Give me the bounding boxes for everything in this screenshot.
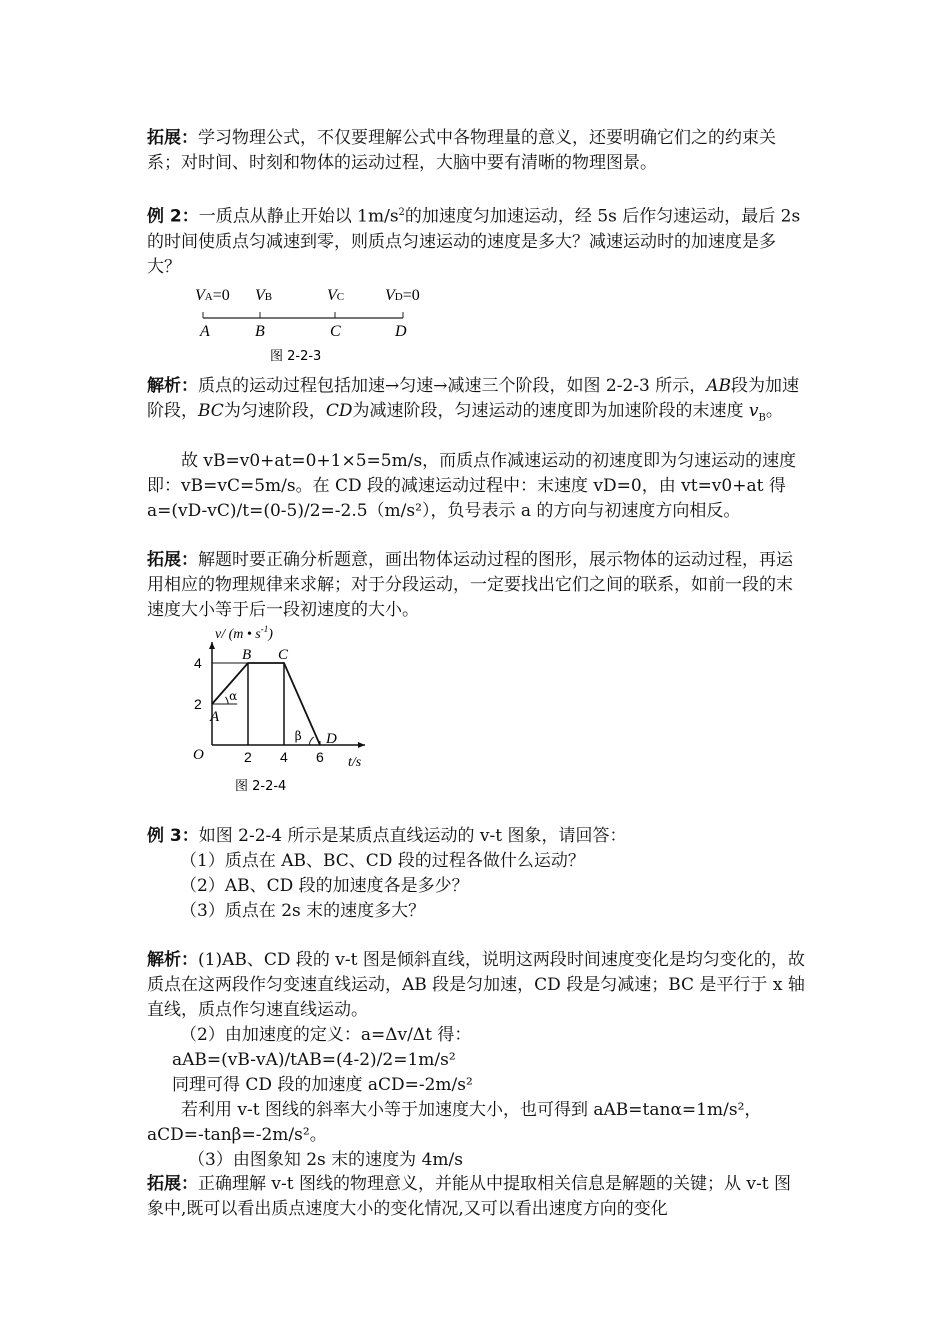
point-a: A	[200, 323, 210, 340]
solution-text: 为匀速阶段，	[223, 401, 326, 421]
example-label: 例 2：	[147, 206, 199, 227]
example-2	[147, 200, 807, 280]
example-text: 如图 2-2-4 所示是某质点直线运动的 v-t 图象，请回答：	[198, 826, 627, 846]
solution-text: 。	[765, 401, 783, 421]
figure-caption: 图 2-2-3	[270, 349, 322, 364]
label-va: VA=0	[195, 287, 230, 304]
beta-label: β	[294, 729, 302, 743]
solution-label: 解析：	[147, 950, 198, 970]
solution-text: 为减速阶段，匀速运动的速度即为加速阶段的末速度	[352, 401, 749, 421]
superscript: 2	[398, 207, 405, 218]
y-tick-label: 4	[194, 655, 202, 671]
y-tick-label: 2	[194, 696, 202, 712]
segment-ab: AB	[706, 376, 732, 396]
x-tick-label: 2	[244, 749, 252, 765]
extension-paragraph-3	[147, 1172, 807, 1222]
y-axis-arrow	[209, 642, 215, 649]
solution-3-step2: （2）由加速度的定义：a=Δv/Δt 得：	[180, 1025, 472, 1045]
solution-text: 质点的运动过程包括加速→匀速→减速三个阶段，如图 2-2-3 所示，	[198, 376, 707, 396]
extension-label: 拓展：	[147, 128, 198, 148]
solution-label: 解析：	[147, 376, 198, 396]
solution-3	[147, 948, 807, 1023]
example-text: 一质点从静止开始以 1m/s	[198, 206, 399, 227]
origin-label: O	[193, 747, 204, 763]
extension-label: 拓展：	[147, 1174, 198, 1194]
segment-bc: BC	[198, 401, 224, 421]
extension-paragraph-1	[147, 126, 807, 176]
beta-arc	[309, 737, 314, 745]
label-vc: VC	[327, 287, 345, 304]
figure-caption: 图 2-2-4	[235, 779, 287, 794]
extension-text: 正确理解 v-t 图线的物理意义，并能从中提取相关信息是解题的关键；从 v-t 图象中,既可以看出质点速度大小的变化情况,又可以看出速度方向的变化	[147, 1174, 791, 1219]
point-c: C	[330, 323, 341, 340]
point-label: D	[326, 731, 337, 747]
solution-2-calc: 故 vB=v0+at=0+1×5=5m/s，而质点作减速运动的初速度即为匀速运动的速度即：vB=vC=5m/s。在 CD 段的减速运动过程中：末速度 vD=0，由 vt=v0+at 得 a=(vD-vC)/t=(0-5)/2=-2.5（m/s²），负号表示 a 的方向与初速度方向相反。	[147, 451, 797, 521]
question-2: （2）AB、CD 段的加速度各是多少？	[180, 876, 469, 896]
label-vb: VB	[255, 287, 273, 304]
x-axis-label: t/s	[348, 755, 362, 770]
y-axis-label: v/ (m • $s^{-1}$)	[215, 624, 273, 642]
example-label: 例 3：	[147, 826, 199, 846]
x-tick-label: 6	[316, 749, 324, 765]
point-b: B	[255, 323, 265, 340]
point-label: C	[278, 647, 289, 663]
solution-3-aab: aAB=(vB-vA)/tAB=(4-2)/2=1m/s²	[172, 1050, 456, 1070]
alpha-label: α	[229, 688, 238, 703]
question-1: （1）质点在 AB、BC、CD 段的过程各做什么运动？	[180, 851, 585, 871]
subscript: B	[758, 412, 766, 424]
solution-3-step3: （3）由图象知 2s 末的速度为 4m/s	[188, 1150, 463, 1170]
figure-2-2-4	[185, 622, 385, 797]
point-label: A	[210, 709, 220, 725]
solution-text: (1)AB、CD 段的 v-t 图是倾斜直线，说明这两段时间速度变化是均匀变化的，故质点在这两段作匀变速直线运动，AB 段是匀加速，CD 段是匀减速；BC 是平行于 x 轴直线，质点作匀速直线运动。	[147, 950, 805, 1020]
x-axis-arrow	[358, 742, 365, 748]
segment-cd: CD	[325, 401, 353, 421]
solution-text: 段为加速阶段，	[147, 376, 800, 421]
solution-2	[147, 374, 807, 430]
example-3	[147, 824, 807, 849]
point-label: B	[242, 647, 252, 663]
solution-3-slope: 若利用 v-t 图线的斜率大小等于加速度大小，也可得到 aAB=tanα=1m/s²，aCD=-tanβ=-2m/s²。	[147, 1100, 762, 1145]
extension-text: 解题时要正确分析题意，画出物体运动过程的图形，展示物体的运动过程，再运用相应的物理规律来求解；对于分段运动，一定要找出它们之间的联系，如前一段的末速度大小等于后一段初速度的大小。	[147, 550, 793, 620]
chart-marks	[209, 647, 337, 747]
extension-paragraph-2	[147, 548, 807, 623]
alpha-arc	[226, 697, 229, 704]
label-vd: VD=0	[385, 287, 420, 304]
velocity-symbol: v	[748, 401, 759, 421]
point-d: D	[395, 323, 407, 340]
example-text-cont: 的加速度匀加速运动，经 5s 后作匀速运动，最后 2s 的时间使质点匀减速到零，则质点匀速运动的速度是多大？减速运动时的加速度是多大？	[147, 206, 801, 277]
x-tick-label: 4	[280, 749, 288, 765]
figure-2-2-3	[185, 280, 445, 370]
solution-3-acd: 同理可得 CD 段的加速度 aCD=-2m/s²	[172, 1075, 473, 1095]
question-3: （3）质点在 2s 末的速度多大？	[180, 901, 426, 921]
extension-label: 拓展：	[147, 550, 198, 570]
extension-text: 学习物理公式，不仅要理解公式中各物理量的意义，还要明确它们之的约束关系；对时间、时刻和物体的运动过程，大脑中要有清晰的物理图景。	[147, 128, 776, 173]
